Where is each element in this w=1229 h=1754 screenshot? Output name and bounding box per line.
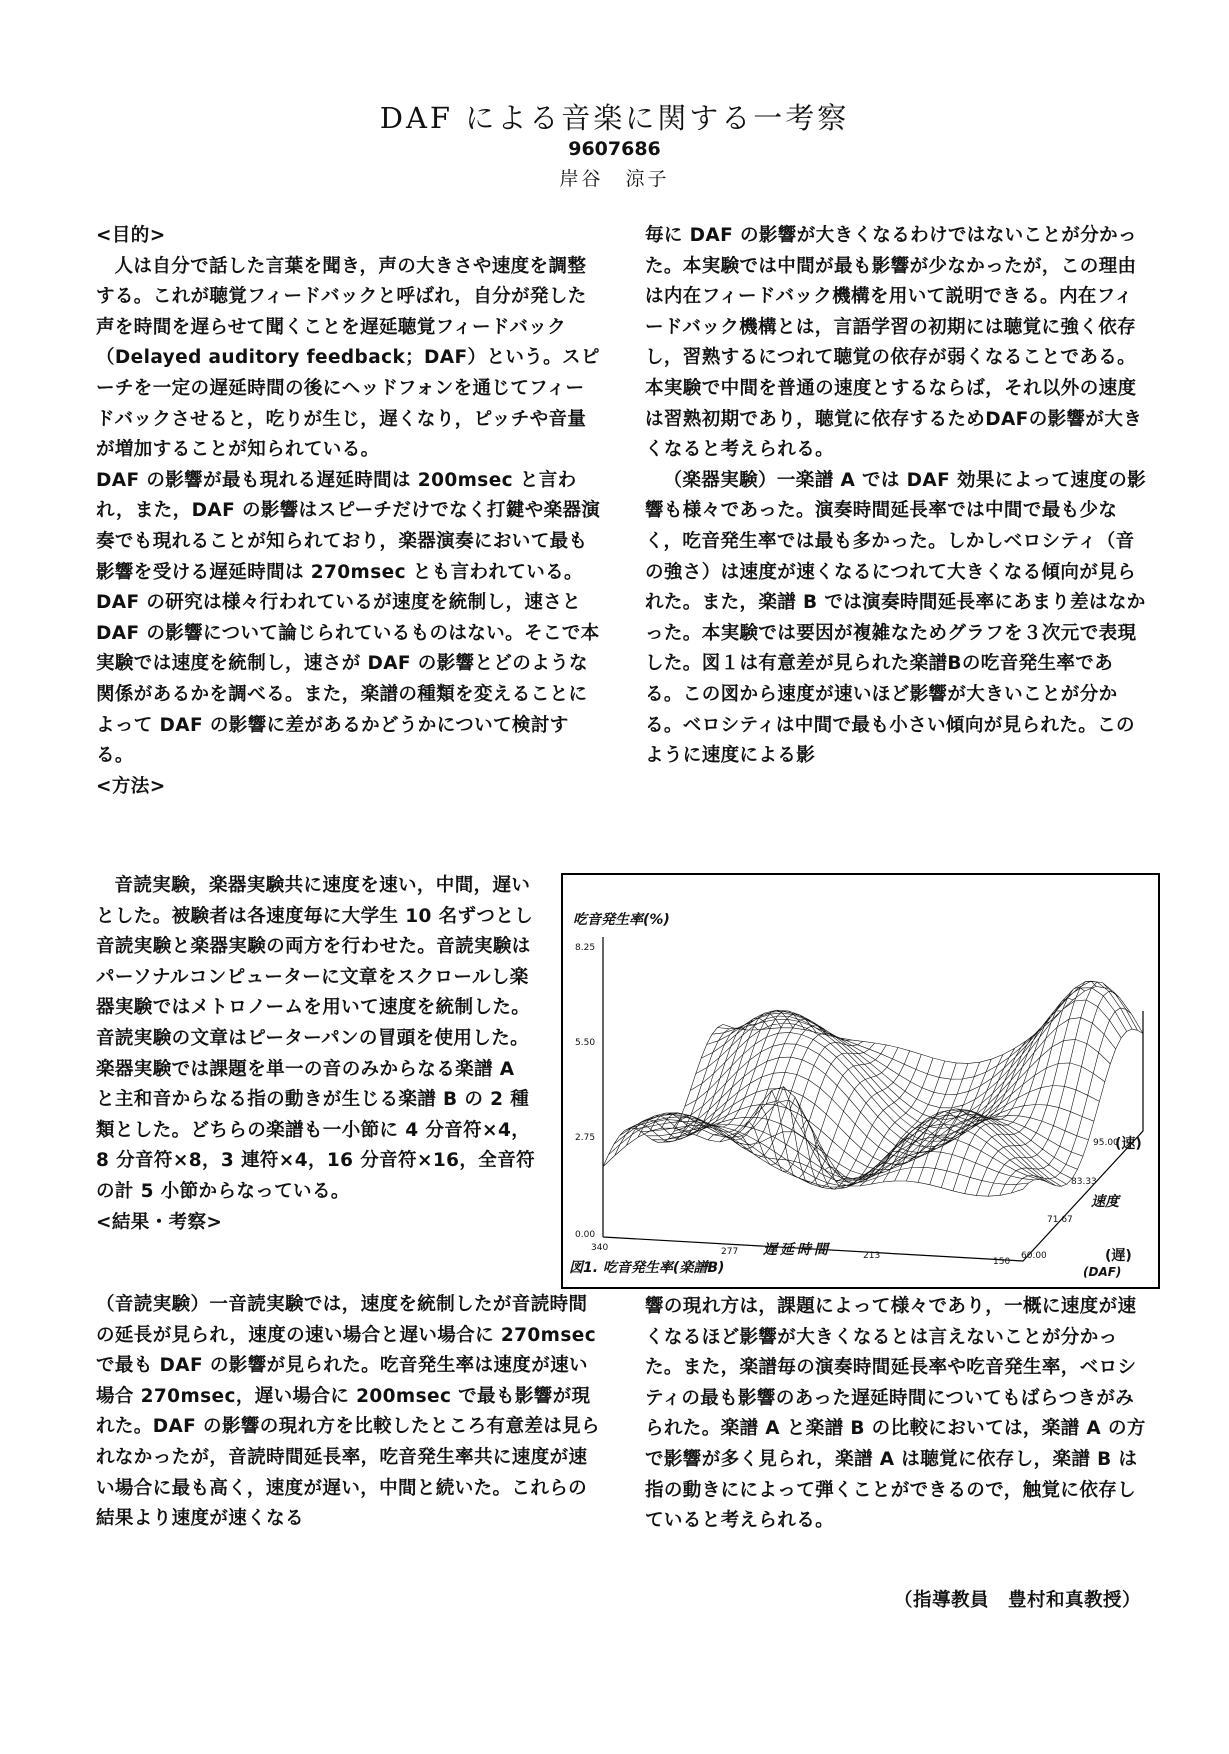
paper-title: DAF による音楽に関する一考察	[379, 101, 850, 135]
left-column-top	[96, 221, 602, 802]
y-tick-2: 5.50	[575, 1038, 596, 1048]
figure-unit-daf: (DAF)	[1083, 1265, 1122, 1279]
figure-unit-fast: (速)	[1115, 1136, 1142, 1152]
y-tick-1: 2.75	[575, 1133, 596, 1143]
purpose-paragraph-1: 人は自分で話した言葉を聞き，声の大きさや速度を調整する。これが聴覚フィードバックと呼ばれ，自分が発した声を時間を遅らせて聞くことを遅延聴覚フィードバック（Delayed auditory feedback；DAF）という。スピーチを一定の遅延時間の後にヘッドフォンを通じてフィードバックさせると，吃りが生じ，遅くなり，ピッチや音量が増加することが知られている。	[96, 255, 600, 461]
y-tick-0: 0.00	[575, 1230, 596, 1240]
purpose-paragraph-2: DAF の影響が最も現れる遅延時間は 200msec と言われ，また，DAF の影響はスピーチだけでなく打鍵や楽器演奏でも現れることが知られており，楽器演奏において最も影響を受ける遅延時間は 270msec とも言われている。DAF の研究は様々行われているが速度を統制し，速さと DAF の影響について論じられているものはない。そこで本実験では速度を統制し，速さが DAF の影響とどのような関係があるかを調べる。また，楽譜の種類を変えることによって DAF の影響に差があるかどうかについて検討する。	[96, 469, 601, 767]
figure-x-axis-label: 遅延時間	[763, 1242, 831, 1258]
z-tick-0: 60.00	[1021, 1251, 1047, 1261]
results-heading: <結果・考察>	[96, 1211, 223, 1233]
author-name: 岸谷 涼子	[559, 168, 670, 190]
right-paragraph-2: （楽器実験）一楽譜 A では DAF 効果によって速度の影響も様々であった。演奏時間延長率では中間で最も少なく，吃音発生率では最も多かった。しかしベロシティ（音の強さ）は速度が速くなるにつれて大きくなる傾向が見られた。また，楽譜 B では演奏時間延長率にあまり差はなかった。本実験では要因が複雑なためグラフを３次元で表現した。図１は有意差が見られた楽譜Bの吃音発生率である。この図から速度が速いほど影響が大きいことが分かる。ベロシティは中間で最も小さい傾向が見られた。このように速度による影	[645, 469, 1146, 767]
x-tick-1: 277	[721, 1247, 739, 1257]
x-tick-3: 150	[993, 1257, 1011, 1267]
z-tick-3: 95.00	[1093, 1138, 1119, 1148]
right-paragraph-3: 響の現れ方は，課題によって様々であり，一概に速度が速くなるほど影響が大きくなるとは言えないことが分かった。また，楽譜毎の演奏時間延長率や吃音発生率，ベロシティの最も影響のあった遅延時間についてもばらつきがみられた。楽譜 A と楽譜 B の比較においては，楽譜 A の方で影響が多く見られ，楽譜 A は聴覚に依存し，楽譜 B は指の動きにによって弾くことができるので，触覚に依存していると考えられる。	[645, 1296, 1146, 1532]
right-column-top	[645, 221, 1150, 772]
figure-z-axis-label: 速度	[1091, 1194, 1119, 1210]
wireframe-surface	[563, 875, 1158, 1287]
figure-caption: 図1. 吃音発生率(楽譜B)	[569, 1260, 725, 1276]
student-id: 9607686	[568, 138, 661, 160]
left-column-method	[96, 871, 538, 1238]
x-tick-0: 340	[591, 1243, 609, 1253]
z-tick-2: 83.33	[1071, 1177, 1097, 1187]
figure-y-axis-label: 吃音発生率(%)	[573, 912, 670, 928]
right-paragraph-1: 毎に DAF の影響が大きくなるわけではないことが分かった。本実験では中間が最も影響が少なかったが，この理由は内在フィードバック機構を用いて説明できる。内在フィードバック機構とは，言語学習の初期には聴覚に強く依存し，習熟するにつれて聴覚の依存が弱くなることである。本実験で中間を普通の速度とするならば，それ以外の速度は習熟初期であり，聴覚に依存するためDAFの影響が大きくなると考えられる。	[645, 225, 1143, 461]
results-paragraph-1: （音読実験）一音読実験では，速度を統制したが音読時間の延長が見られ，速度の速い場合と遅い場合に 270msec で最も DAF の影響が見られた。吃音発生率は速度が速い場合 270msec，遅い場合に 200msec で最も影響が現れた。DAF の影響の現れ方を比較したところ有意差は見られなかったが，音読時間延長率，吃音発生率共に速度が速い場合に最も高く，速度が遅い，中間と続いた。これらの結果より速度が速くなる	[96, 1294, 600, 1530]
figure-1	[561, 873, 1160, 1289]
z-tick-1: 71.67	[1047, 1215, 1073, 1225]
figure-unit-slow: (遅)	[1105, 1248, 1132, 1264]
left-column-results	[96, 1290, 602, 1535]
y-tick-3: 8.25	[575, 943, 596, 953]
surface-mesh	[603, 981, 1143, 1196]
x-tick-2: 213	[863, 1251, 881, 1261]
advisor-signature: （指導教員 豊村和真教授）	[893, 1590, 1141, 1611]
method-heading: <方法>	[96, 775, 166, 797]
method-paragraph-1: 音読実験，楽器実験共に速度を速い，中間，遅いとした。被験者は各速度毎に大学生 10 名ずつとし音読実験と楽器実験の両方を行わせた。音読実験はパーソナルコンピューターに文章をスクロールし楽器実験ではメトロノームを用いて速度を統制した。音読実験の文章はピーターパンの冒頭を使用した。楽器実験では課題を単一の音のみからなる楽譜 A と主和音からなる指の動きが生じる楽譜 B の 2 種類とした。どちらの楽譜も一小節に 4 分音符×4，8 分音符×8，3 連符×4，16 分音符×16，全音符の計 5 小節からなっている。	[96, 875, 536, 1202]
purpose-heading: <目的>	[96, 225, 166, 246]
right-column-bottom	[645, 1292, 1150, 1537]
